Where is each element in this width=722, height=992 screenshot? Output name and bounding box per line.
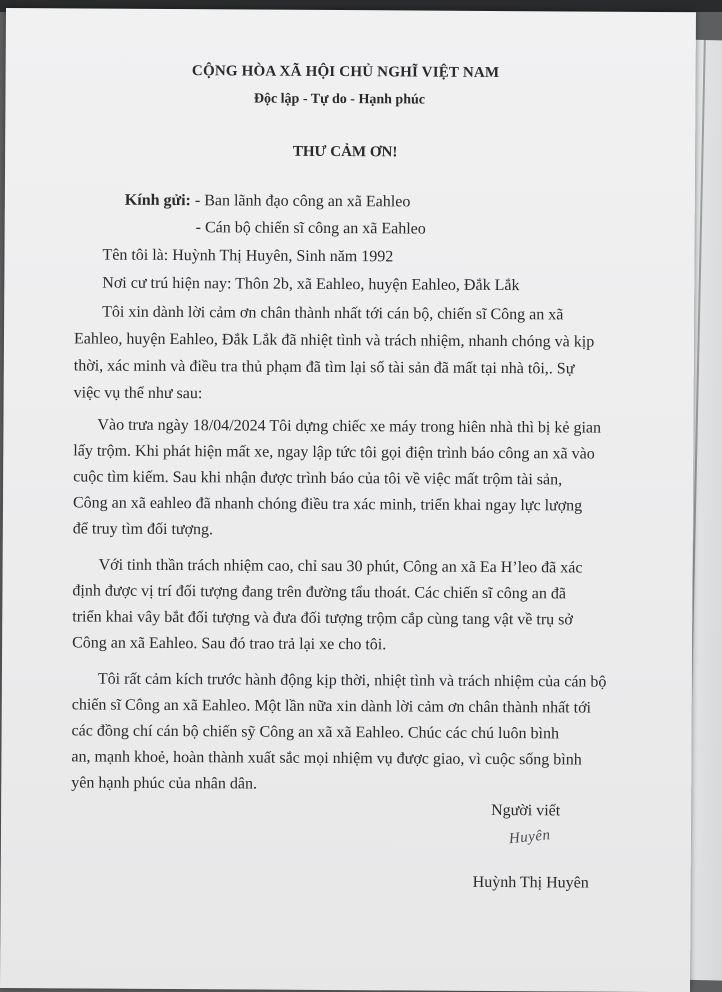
paragraph-2-line: để truy tìm đối tượng. [72,520,214,539]
paragraph-4-line: chiến sĩ Công an xã Eahleo. Một lần nữa xin dành lời cảm ơn chân thành nhất tới [71,696,592,717]
paragraph-1-line: Eahleo, huyện Eahleo, Đắk Lắk đã nhiệt tình và trách nhiệm, nhanh chóng và kịp [73,330,595,351]
paragraph-4-line: yên hạnh phúc của nhân dân. [71,774,258,793]
sender-name-line: Tên tôi là: Huỳnh Thị Huyên, Sinh năm 1992 [102,246,394,266]
paragraph-3-line: định được vị trí đối tượng đang trên đường tẩu thoát. Các chiến sĩ công an đã [72,582,566,603]
recipient-2: - Cán bộ chiến sĩ công an xã Eahleo [195,219,426,238]
paragraph-3-line: triển khai vây bắt đối tượng và đưa đối tượng trộm cắp cùng tang vật về trụ sở [72,608,573,629]
paragraph-2-line: lấy trộm. Khi phát hiện mất xe, ngay lập tức tôi gọi điện trình báo công an xã vào [73,442,595,463]
paragraph-4-line: các đồng chí cán bộ chiến sỹ Công an xã xã Eahleo. Chúc các chú luôn bình [71,722,560,743]
salutation-label: Kính gửi: [124,191,191,210]
paragraph-4-line: Tôi rất cảm kích trước hành động kịp thời, nhiệt tình và trách nhiệm của cán bộ [97,670,607,691]
letter-title: THƯ CẢM ƠN! [292,143,398,161]
paragraph-1-line: việc vụ thể như sau: [73,384,203,403]
sender-address-line: Nơi cư trú hiện nay: Thôn 2b, xã Eahleo, huyện Eahleo, Đắk Lắk [102,274,520,295]
national-title: CỘNG HÒA XÃ HỘI CHỦ NGHĨ VIỆT NAM [191,63,500,82]
paragraph-2-line: Vào trưa ngày 18/04/2024 Tôi dựng chiếc xe máy trong hiên nhà thì bị kẻ gian [97,416,602,437]
handwritten-signature: Huyên [508,827,552,848]
paragraph-1-line: Tôi xin dành lời cảm ơn chân thành nhất tới cán bộ, chiến sĩ Công an xã [102,303,564,324]
national-motto: Độc lập - Tự do - Hạnh phúc [253,91,426,108]
salutation-line-1 [125,191,411,213]
letter-page [0,8,696,992]
paragraph-4-line: an, mạnh khoẻ, hoàn thành xuất sắc mọi nhiệm vụ được giao, vì cuộc sống bình [71,748,582,769]
signer-full-name: Huỳnh Thị Huyên [472,873,589,892]
paragraph-2-line: Công an xã eahleo đã nhanh chóng điều tra xác minh, triển khai ngay lực lượng [72,494,583,515]
paragraph-3-line: Công an xã Eahleo. Sau đó trao trả lại xe cho tôi. [72,634,387,654]
signature-label: Người viết [491,801,561,820]
recipient-1: - Ban lãnh đạo công an xã Eahleo [194,192,411,211]
paragraph-2-line: cuộc tìm kiếm. Sau khi nhận được trình báo của tôi về việc mất trộm tài sản, [73,468,563,489]
paragraph-3-line: Với tinh thần trách nhiệm cao, chỉ sau 30 phút, Công an xã Ea H’leo đã xác [98,556,583,577]
paragraph-1-line: thời, xác minh và điều tra thủ phạm đã tìm lại số tài sản đã mất tại nhà tôi,. Sự [73,357,575,378]
